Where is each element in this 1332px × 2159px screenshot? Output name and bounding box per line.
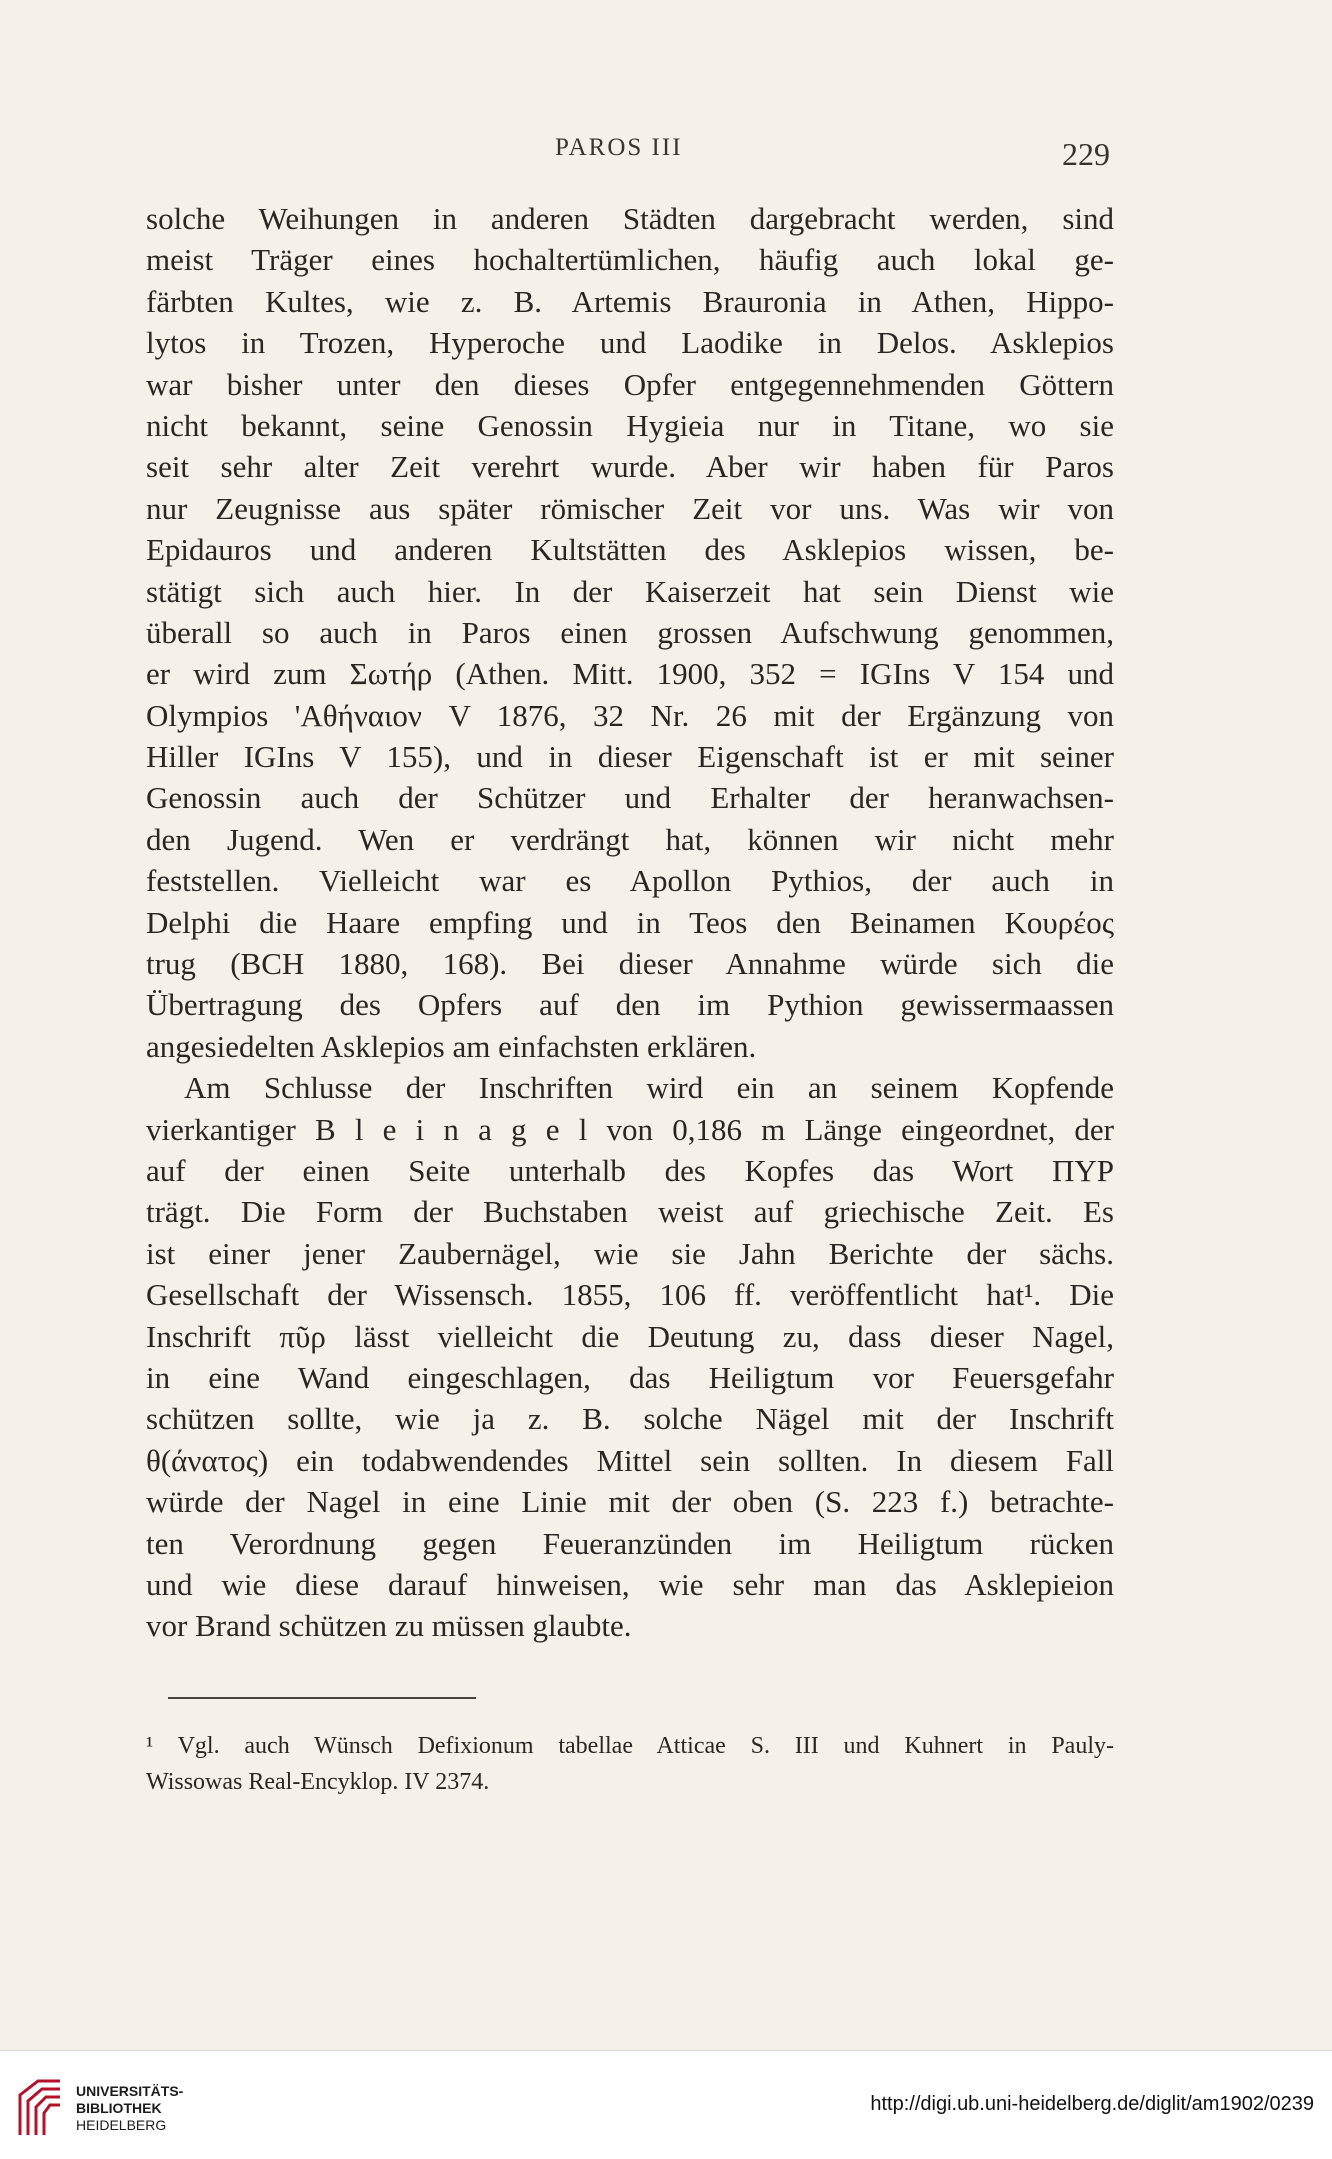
- text-line: nur Zeugnisse aus später römischer Zeit vor uns. Was wir von: [146, 490, 1114, 526]
- footnote-line: Wissowas Real-Encyklop. IV 2374.: [146, 1769, 490, 1795]
- text-line: nicht bekannt, seine Genossin Hygieia nur in Titane, wo sie: [146, 407, 1114, 443]
- text-line: solche Weihungen in anderen Städten dargebracht werden, sind: [146, 201, 1114, 236]
- text-line: ten Verordnung gegen Feueranzünden im Heiligtum rücken: [146, 1525, 1114, 1561]
- source-url-link[interactable]: http://digi.ub.uni-heidelberg.de/diglit/am1902/0239: [870, 2093, 1314, 2115]
- text-line: färbten Kultes, wie z. B. Artemis Brauronia in Athen, Hippo-: [146, 283, 1114, 319]
- footnote-divider: [168, 1697, 476, 1699]
- footnotes: [146, 1728, 1114, 1800]
- text-line: Hiller IGIns V 155), und in dieser Eigenschaft ist er mit seiner: [146, 739, 1114, 775]
- text-line: θ(άνατος) ein todabwendendes Mittel sein sollten. In diesem Fall: [146, 1442, 1114, 1478]
- text-line: in eine Wand eingeschlagen, das Heiligtum vor Feuersgefahr: [146, 1359, 1114, 1395]
- text-line: schützen sollte, wie ja z. B. solche Nägel mit der Inschrift: [146, 1401, 1114, 1437]
- text-line: überall so auch in Paros einen grossen Aufschwung genommen,: [146, 614, 1114, 650]
- text-line: er wird zum Σωτήρ (Athen. Mitt. 1900, 352 = IGIns V 154 und: [146, 656, 1114, 692]
- text-line: würde der Nagel in eine Linie mit der oben (S. 223 f.) betrachte-: [146, 1484, 1114, 1520]
- text-line: war bisher unter den dieses Opfer entgegennehmenden Göttern: [146, 366, 1114, 402]
- text-line: Delphi die Haare empfing und in Teos den Beinamen Κουρέος: [146, 904, 1114, 940]
- library-name: [76, 2083, 183, 2134]
- viewer-footer: [0, 2050, 1332, 2159]
- text-line: Inschrift πῦρ lässt vielleicht die Deutung zu, dass dieser Nagel,: [146, 1318, 1114, 1354]
- text-line: seit sehr alter Zeit verehrt wurde. Aber wir haben für Paros: [146, 449, 1114, 485]
- text-line: den Jugend. Wen er verdrängt hat, können wir nicht mehr: [146, 821, 1114, 857]
- running-head: PAROS III: [555, 134, 683, 161]
- text-line: Genossin auch der Schützer und Erhalter der heranwachsen-: [146, 780, 1114, 816]
- text-line: auf der einen Seite unterhalb des Kopfes das Wort ΠΥΡ: [146, 1152, 1114, 1188]
- text-line: Gesellschaft der Wissensch. 1855, 106 ff. veröffentlicht hat¹. Die: [146, 1277, 1114, 1313]
- text-line: meist Träger eines hochaltertümlichen, häufig auch lokal ge-: [146, 242, 1114, 278]
- text-line: angesiedelten Asklepios am einfachsten erklären.: [146, 1028, 757, 1064]
- text-line: stätigt sich auch hier. In der Kaiserzeit hat sein Dienst wie: [146, 573, 1114, 609]
- library-name-line: UNIVERSITÄTS-: [76, 2083, 184, 2099]
- text-line: und wie diese darauf hinweisen, wie sehr man das Asklepieion: [146, 1566, 1114, 1602]
- library-name-line: HEIDELBERG: [76, 2117, 167, 2133]
- text-line: lytos in Trozen, Hyperoche und Laodike in Delos. Asklepios: [146, 325, 1114, 361]
- footnote-line: ¹ Vgl. auch Wünsch Defixionum tabellae Atticae S. III und Kuhnert in Pauly-: [146, 1733, 1114, 1759]
- text-line: Epidauros und anderen Kultstätten des Asklepios wissen, be-: [146, 532, 1114, 568]
- text-line: feststellen. Vielleicht war es Apollon Pythios, der auch in: [146, 863, 1114, 899]
- library-name-line: BIBLIOTHEK: [76, 2100, 162, 2116]
- page-number: 229: [1062, 136, 1110, 172]
- text-line: Übertragung des Opfers auf den im Pythion gewissermaassen: [146, 987, 1114, 1023]
- text-line: Olympios 'Αθήναιον V 1876, 32 Nr. 26 mit der Ergänzung von: [146, 697, 1114, 733]
- text-line: Am Schlusse der Inschriften wird ein an seinem Kopfende: [184, 1070, 1114, 1106]
- text-line: ist einer jener Zaubernägel, wie sie Jahn Berichte der sächs.: [146, 1235, 1114, 1271]
- text-line: trug (BCH 1880, 168). Bei dieser Annahme würde sich die: [146, 946, 1114, 982]
- body-text: [146, 198, 1114, 1647]
- text-line: trägt. Die Form der Buchstaben weist auf griechische Zeit. Es: [146, 1194, 1114, 1230]
- library-logo-icon[interactable]: [16, 2077, 64, 2139]
- text-line: vierkantiger B l e i n a g e l von 0,186 m Länge eingeordnet, der: [146, 1111, 1114, 1147]
- text-line: vor Brand schützen zu müssen glaubte.: [146, 1608, 632, 1644]
